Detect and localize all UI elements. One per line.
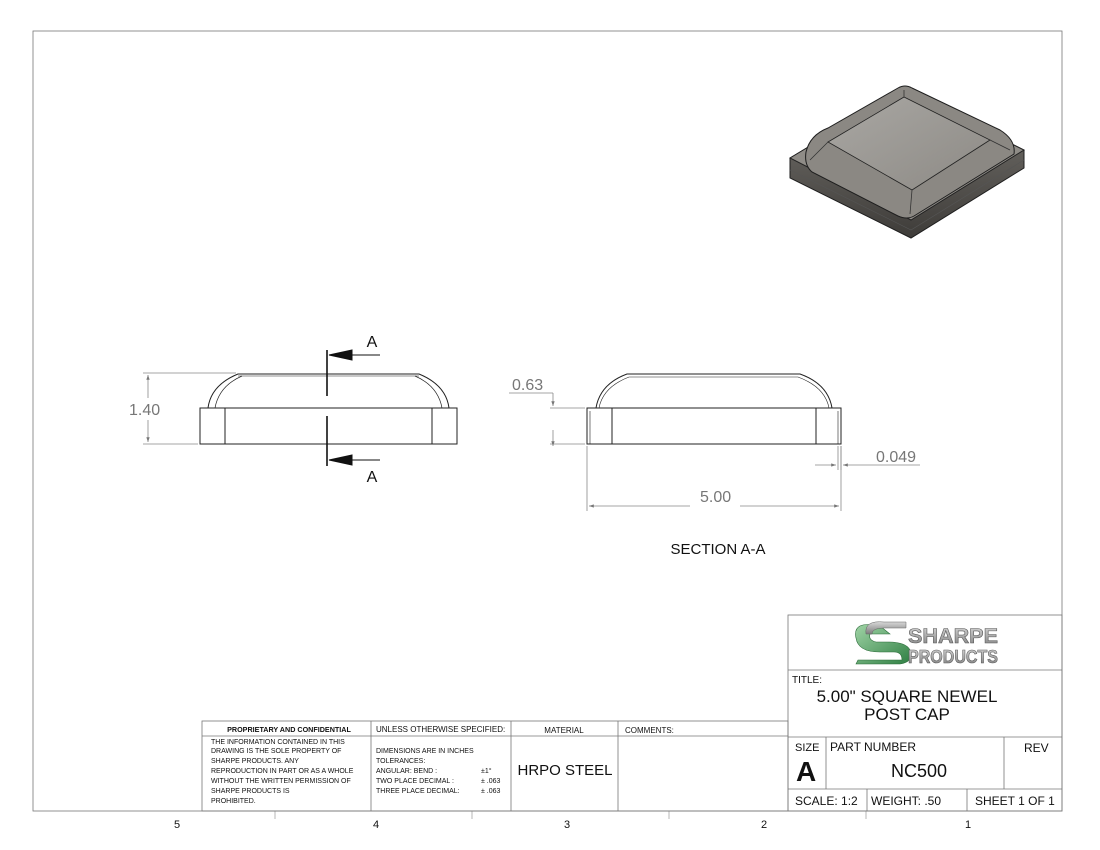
size-label: SIZE [795, 742, 820, 754]
scale-value: SCALE: 1:2 [795, 794, 858, 808]
section-label-bottom: A [366, 469, 378, 486]
zone-label-2: 2 [760, 819, 768, 831]
tolerance-row-label: THREE PLACE DECIMAL: [376, 788, 460, 795]
tolerance-row-value: ±1° [481, 768, 492, 775]
proprietary-line: WITHOUT THE WRITTEN PERMISSION OF [211, 778, 351, 785]
section-view [587, 374, 841, 444]
width-dimension-value: 5.00 [700, 489, 732, 506]
lip-dimension [509, 393, 585, 446]
proprietary-line: DRAWING IS THE SOLE PROPERTY OF [211, 748, 342, 755]
thickness-dimension-value: 0.049 [876, 449, 917, 466]
zone-label-1: 1 [964, 819, 972, 831]
size-value: A [796, 756, 817, 787]
logo-text-line2: PRODUCTS [908, 647, 998, 667]
isometric-view [790, 86, 1024, 238]
sheet-value: SHEET 1 OF 1 [975, 794, 1055, 808]
proprietary-line: SHARPE PRODUCTS. ANY [211, 758, 299, 765]
part-number-label: PART NUMBER [830, 740, 917, 754]
drawing-title-line1: 5.00" SQUARE NEWEL [816, 687, 998, 706]
lip-dimension-value: 0.63 [512, 377, 544, 394]
tolerance-line: TOLERANCES: [376, 758, 426, 765]
rev-label: REV [1024, 741, 1049, 755]
section-label-top: A [366, 334, 378, 351]
tolerance-row-label: ANGULAR: BEND : [376, 768, 438, 775]
proprietary-line: SHARPE PRODUCTS IS [211, 788, 290, 795]
comments-header: COMMENTS: [625, 726, 674, 735]
material-header: MATERIAL [544, 726, 584, 735]
material-value: HRPO STEEL [517, 762, 613, 779]
zone-markers [275, 811, 866, 819]
tolerance-row-label: TWO PLACE DECIMAL : [376, 778, 454, 785]
proprietary-text [211, 739, 354, 805]
proprietary-line: THE INFORMATION CONTAINED IN THIS [211, 739, 345, 746]
proprietary-line: REPRODUCTION IN PART OR AS A WHOLE [211, 768, 354, 775]
section-view-title: SECTION A-A [670, 541, 766, 558]
front-view [200, 374, 457, 444]
proprietary-line: PROHIBITED. [211, 798, 256, 805]
part-number-value: NC500 [890, 761, 948, 781]
tolerance-line: DIMENSIONS ARE IN INCHES [376, 748, 474, 755]
height-dimension-value: 1.40 [129, 402, 161, 419]
tolerance-header: UNLESS OTHERWISE SPECIFIED: [376, 725, 506, 734]
drawing-title-line2: POST CAP [864, 705, 950, 724]
title-label: TITLE: [792, 675, 823, 686]
proprietary-header: PROPRIETARY AND CONFIDENTIAL [227, 725, 351, 734]
zone-label-5: 5 [173, 819, 181, 831]
sharpe-products-logo [856, 622, 999, 667]
logo-text-line1: SHARPE [908, 625, 998, 648]
zone-label-4: 4 [372, 819, 380, 831]
tolerance-row-value: ± .063 [481, 788, 501, 795]
tolerance-row-value: ± .063 [481, 778, 501, 785]
zone-label-3: 3 [563, 819, 571, 831]
weight-value: WEIGHT: .50 [871, 794, 942, 808]
